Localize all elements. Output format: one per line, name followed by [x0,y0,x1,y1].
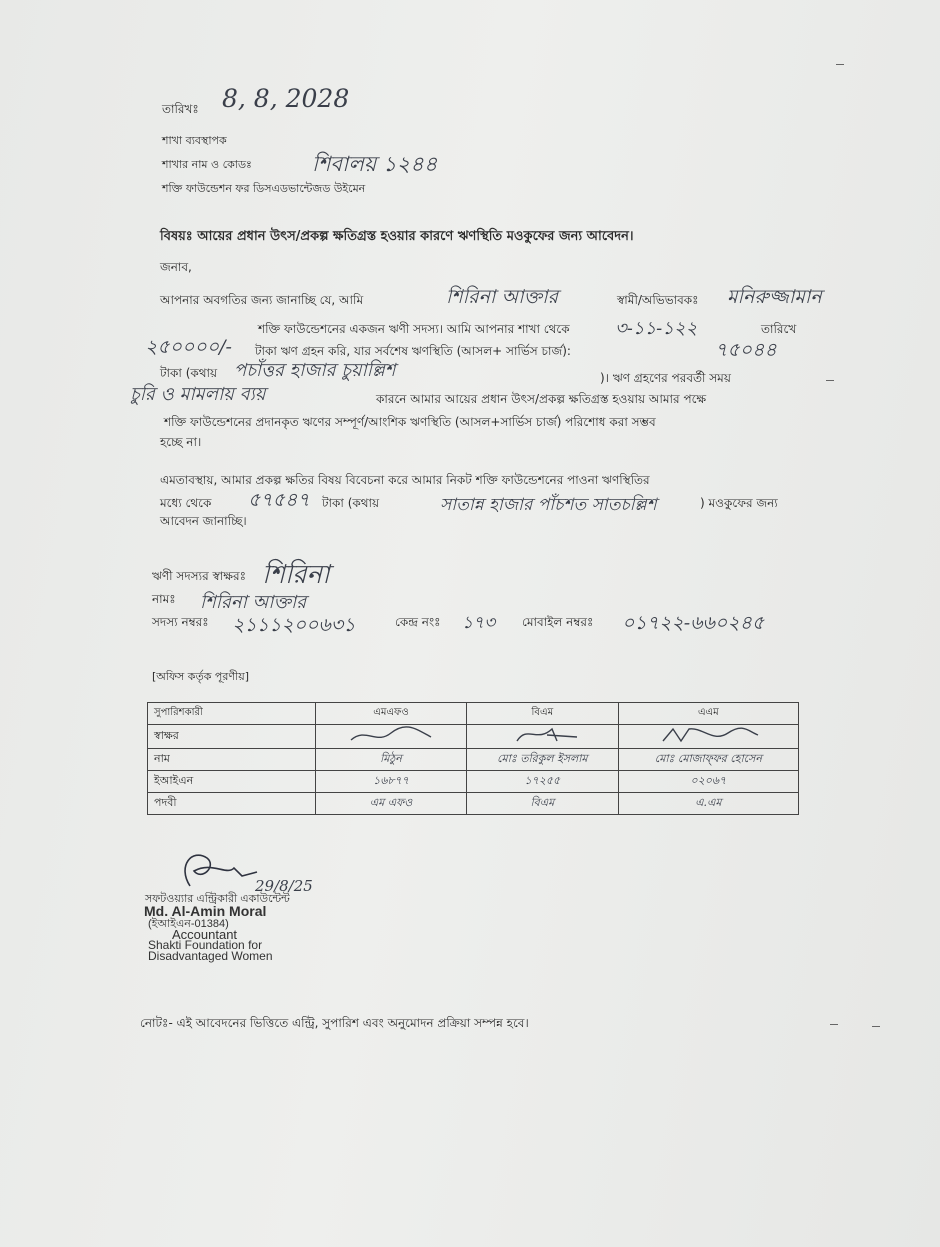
office-use-label: [অফিস কর্তৃক পূরণীয়] [152,670,249,683]
accountant-sign-date: 29/8/25 [255,877,313,895]
accountant-signature [172,846,262,896]
table-cell: এ.এম [618,793,798,815]
table-row [148,703,799,725]
loan-amount-hand: ২৫০০০০/- [145,336,232,358]
margin-mark [836,64,844,65]
table-row [148,749,799,771]
table-row [148,771,799,793]
para2-text: এমতাবস্থায়, আমার প্রকল্প ক্ষতির বিষয় বিবেচনা করে আমার নিকট শক্তি ফাউন্ডেশনের পাওনা ঋণস্থিতির [160,473,650,487]
row-label: স্বাক্ষর [148,725,316,749]
table-header: এমএফও [316,703,467,725]
member-name-hand: শিরিনা আক্তার [200,592,307,613]
loss-reason-hand: চুরি ও মামলায় ব্যয় [130,384,266,405]
signature-cell [467,725,619,749]
row-label: পদবী [148,793,316,815]
member-name-label: নামঃ [152,592,176,606]
mobile-label: মোবাইল নম্বরঃ [522,615,594,629]
accountant-role: সফটওয়্যার এন্ট্রিকারী একাউন্টেন্ট [145,893,290,905]
table-cell: মোঃ তরিকুল ইসলাম [467,749,619,771]
subject-line: বিষয়ঃ আয়ের প্রধান উৎস/প্রকল্প ক্ষতিগ্রস্ত হওয়ার কারণে ঋণস্থিতি মওকুফের জন্য আবেদন। [160,229,634,244]
para1-text: স্বামী/অভিভাবকঃ [617,293,699,307]
accountant-name: Md. Al-Amin Moral [144,903,267,919]
organization-name: শক্তি ফাউন্ডেশন ফর ডিসএডভান্টেজড উইমেন [162,182,366,195]
para2-text: টাকা (কথায় [322,496,380,510]
para1-text: আপনার অবগতির জন্য জানাচ্ছি যে, আমি [160,293,364,307]
footer-note: নোটঃ- এই আবেদনের ভিত্তিতে এন্ট্রি, সুপারিশ এবং অনুমোদন প্রক্রিয়া সম্পন্ন হবে। [140,1016,529,1030]
para1-text: শক্তি ফাউন্ডেশনের প্রদানকৃত ঋণের সম্পূর্ণ/আংশিক ঋণস্থিতি (আসল+সার্ভিস চার্জ) পরিশোধ করা সম্ভব [164,415,656,429]
accountant-org-line2: Disadvantaged Women [148,949,273,963]
center-no-hand: ১৭৩ [462,613,496,633]
member-signature: শিরিনা [262,560,330,590]
para1-text: টাকা ঋণ গ্রহন করি, যার সর্বশেষ ঋণস্থিতি (আসল+ সার্ভিস চার্জ): [255,344,571,358]
date-label: তারিখঃ [162,102,199,116]
accountant-ein: (ইআইএন-01384) [148,918,229,930]
table-cell: ১৭২৫৫ [467,771,619,793]
para1-text: টাকা (কথায় [160,366,218,380]
table-cell: মিঠুন [316,749,467,771]
approval-table [147,702,799,815]
member-signature-label: ঋণী সদস্যর স্বাক্ষরঃ [152,569,246,583]
para1-text: হচ্ছে না। [160,435,202,449]
para2-text: আবেদন জানাচ্ছি। [160,514,247,528]
accountant-title: Accountant [172,927,238,942]
balance-in-words-hand: পচাঁত্তর হাজার চুয়াল্লিশ [234,360,396,381]
signature-cell [316,725,467,749]
table-row [148,793,799,815]
member-no-hand: ২১১১২০০৬৩১ [232,614,356,636]
table-header: এএম [618,703,798,725]
salutation: জনাব, [160,260,192,274]
table-header: বিএম [467,703,619,725]
row-label: নাম [148,749,316,771]
member-no-label: সদস্য নম্বরঃ [152,615,209,629]
margin-mark [872,1026,880,1027]
mobile-no-hand: ০১৭২২-৬৬০২৪৫ [622,612,765,634]
para1-text: তারিখে [761,322,797,336]
para2-text: ) মওকুফের জন্য [700,496,778,510]
center-label: কেন্দ্র নংঃ [395,615,441,629]
table-cell: ০২০৬৭ [618,771,798,793]
table-cell: মোঃ মোজাফ্ফর হোসেন [618,749,798,771]
para2-text: মধ্যে থেকে [160,496,212,510]
table-cell: ১৬৮৭৭ [316,771,467,793]
recipient-title: শাখা ব্যবস্থাপক [162,134,227,147]
loan-date-hand: ৩-১১-১২২ [615,318,698,339]
table-cell: এম এফও [316,793,467,815]
row-label: ইআইএন [148,771,316,793]
table-row [148,725,799,749]
bm-signature-scribble [497,725,587,745]
para1-text: )। ঋণ গ্রহণের পরবর্তী সময় [600,371,731,385]
para1-text: কারনে আমার আয়ের প্রধান উৎস/প্রকল্প ক্ষতিগ্রস্ত হওয়ায় আমার পক্ষে [376,392,707,406]
branch-value: শিবালয় ১২৪৪ [312,152,438,176]
accountant-org-line1: Shakti Foundation for [148,938,263,952]
margin-mark [830,1024,838,1025]
guardian-name-hand: মনিরুজ্জামান [727,286,822,308]
mfo-signature-scribble [346,725,436,745]
date-value: 8, 8, 2028 [222,84,350,113]
table-cell: বিএম [467,793,619,815]
waiver-amount-hand: ৫৭৫৪৭ [248,489,310,511]
para1-text: শক্তি ফাউন্ডেশনের একজন ঋণী সদস্য। আমি আপনার শাখা থেকে [258,322,570,336]
applicant-name-hand: শিরিনা আক্তার [446,286,559,308]
branch-label: শাখার নাম ও কোডঃ [162,158,252,171]
waiver-words-hand: সাতান্ন হাজার পাঁচশত সাতচল্লিশ [440,495,657,515]
am-signature-scribble [653,725,763,745]
signature-cell [618,725,798,749]
margin-mark [826,380,834,381]
table-header: সুপারিশকারী [148,703,316,725]
outstanding-balance-hand: ৭৫০৪৪ [715,339,777,361]
